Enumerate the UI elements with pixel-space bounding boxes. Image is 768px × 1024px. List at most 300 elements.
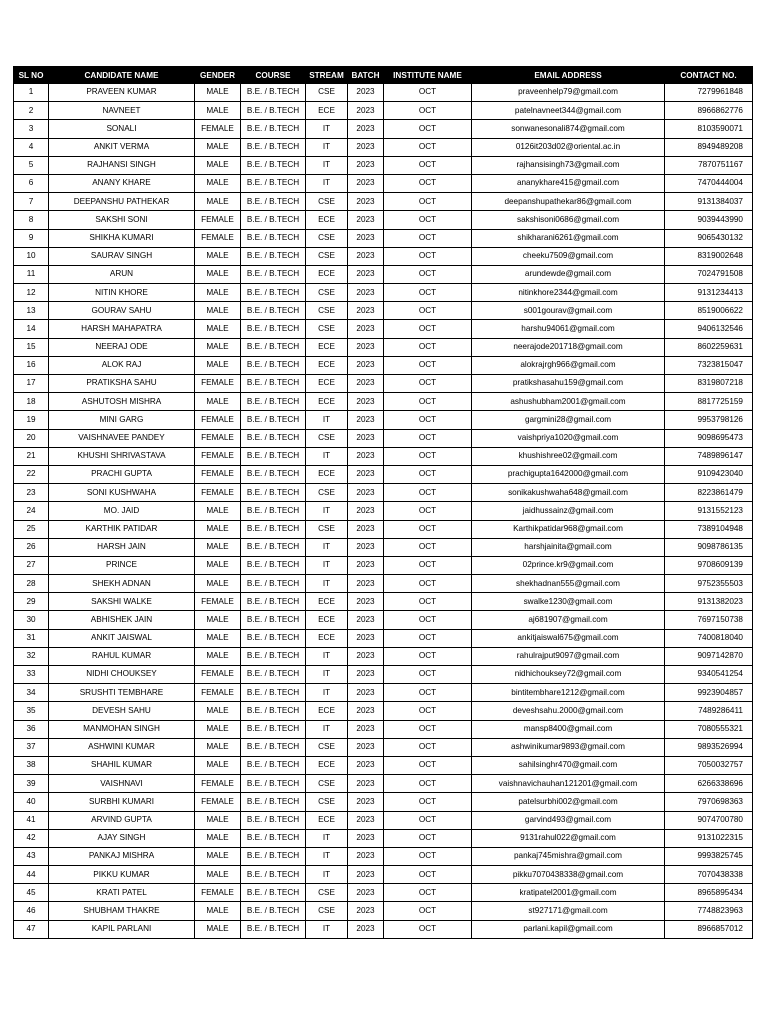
cell-batch: 2023: [348, 465, 384, 483]
cell-email-address: sakshisoni0686@gmail.com: [472, 211, 665, 229]
cell-batch: 2023: [348, 520, 384, 538]
cell-contact-no: 9993825745: [665, 847, 753, 865]
cell-candidate-name: HARSH JAIN: [49, 538, 195, 556]
cell-stream: IT: [306, 575, 348, 593]
cell-email-address: ananykhare415@gmail.com: [472, 174, 665, 192]
cell-stream: CSE: [306, 284, 348, 302]
cell-gender: MALE: [195, 811, 241, 829]
cell-email-address: patelnavneet344@gmail.com: [472, 102, 665, 120]
cell-sl-no: 39: [14, 775, 49, 793]
cell-institute-name: OCT: [384, 866, 472, 884]
cell-gender: FEMALE: [195, 666, 241, 684]
cell-candidate-name: VAISHNAVI: [49, 775, 195, 793]
cell-candidate-name: MANMOHAN SINGH: [49, 720, 195, 738]
cell-contact-no: 9131552123: [665, 502, 753, 520]
cell-institute-name: OCT: [384, 502, 472, 520]
cell-candidate-name: NEERAJ ODE: [49, 338, 195, 356]
cell-email-address: 0126it203d02@oriental.ac.in: [472, 138, 665, 156]
table-row: [14, 429, 753, 447]
cell-contact-no: 8966857012: [665, 920, 753, 938]
cell-institute-name: OCT: [384, 393, 472, 411]
cell-course: B.E. / B.TECH: [241, 884, 306, 902]
table-row: [14, 611, 753, 629]
cell-gender: MALE: [195, 102, 241, 120]
cell-candidate-name: ANKIT JAISWAL: [49, 629, 195, 647]
cell-gender: MALE: [195, 738, 241, 756]
cell-email-address: sonikakushwaha648@gmail.com: [472, 484, 665, 502]
cell-batch: 2023: [348, 902, 384, 920]
cell-contact-no: 7389104948: [665, 520, 753, 538]
table-row: [14, 556, 753, 574]
cell-stream: CSE: [306, 193, 348, 211]
cell-sl-no: 24: [14, 502, 49, 520]
cell-contact-no: 9098786135: [665, 538, 753, 556]
header-batch: BATCH: [348, 67, 384, 84]
cell-contact-no: 9131382023: [665, 593, 753, 611]
cell-batch: 2023: [348, 629, 384, 647]
cell-course: B.E. / B.TECH: [241, 811, 306, 829]
cell-contact-no: 9893526994: [665, 738, 753, 756]
cell-email-address: alokrajrgh966@gmail.com: [472, 356, 665, 374]
cell-contact-no: 9708609139: [665, 556, 753, 574]
cell-course: B.E. / B.TECH: [241, 320, 306, 338]
cell-sl-no: 5: [14, 156, 49, 174]
cell-batch: 2023: [348, 866, 384, 884]
cell-sl-no: 10: [14, 247, 49, 265]
cell-candidate-name: SAKSHI WALKE: [49, 593, 195, 611]
table-row: [14, 102, 753, 120]
cell-batch: 2023: [348, 247, 384, 265]
cell-sl-no: 1: [14, 84, 49, 102]
cell-course: B.E. / B.TECH: [241, 702, 306, 720]
cell-email-address: aj681907@gmail.com: [472, 611, 665, 629]
cell-contact-no: 8966862776: [665, 102, 753, 120]
table-row: [14, 302, 753, 320]
cell-institute-name: OCT: [384, 738, 472, 756]
cell-gender: FEMALE: [195, 484, 241, 502]
cell-course: B.E. / B.TECH: [241, 411, 306, 429]
cell-sl-no: 28: [14, 575, 49, 593]
cell-stream: CSE: [306, 738, 348, 756]
table-row: [14, 120, 753, 138]
cell-stream: CSE: [306, 520, 348, 538]
table-row: [14, 338, 753, 356]
cell-stream: ECE: [306, 811, 348, 829]
cell-candidate-name: ABHISHEK JAIN: [49, 611, 195, 629]
cell-institute-name: OCT: [384, 902, 472, 920]
cell-institute-name: OCT: [384, 520, 472, 538]
cell-candidate-name: ARVIND GUPTA: [49, 811, 195, 829]
cell-sl-no: 19: [14, 411, 49, 429]
table-body: [14, 84, 753, 939]
cell-gender: FEMALE: [195, 229, 241, 247]
cell-sl-no: 41: [14, 811, 49, 829]
cell-gender: MALE: [195, 302, 241, 320]
cell-gender: FEMALE: [195, 120, 241, 138]
cell-gender: MALE: [195, 756, 241, 774]
cell-course: B.E. / B.TECH: [241, 429, 306, 447]
cell-institute-name: OCT: [384, 811, 472, 829]
cell-batch: 2023: [348, 429, 384, 447]
cell-sl-no: 6: [14, 174, 49, 192]
cell-contact-no: 9065430132: [665, 229, 753, 247]
cell-contact-no: 7489896147: [665, 447, 753, 465]
cell-contact-no: 8965895434: [665, 884, 753, 902]
cell-stream: IT: [306, 684, 348, 702]
cell-stream: ECE: [306, 102, 348, 120]
cell-email-address: kratipatel2001@gmail.com: [472, 884, 665, 902]
cell-email-address: shekhadnan555@gmail.com: [472, 575, 665, 593]
cell-stream: IT: [306, 647, 348, 665]
cell-email-address: 02prince.kr9@gmail.com: [472, 556, 665, 574]
cell-contact-no: 6266338696: [665, 775, 753, 793]
cell-email-address: sonwanesonali874@gmail.com: [472, 120, 665, 138]
cell-sl-no: 47: [14, 920, 49, 938]
cell-batch: 2023: [348, 411, 384, 429]
cell-batch: 2023: [348, 811, 384, 829]
cell-contact-no: 7489286411: [665, 702, 753, 720]
cell-gender: MALE: [195, 84, 241, 102]
cell-course: B.E. / B.TECH: [241, 193, 306, 211]
cell-batch: 2023: [348, 265, 384, 283]
cell-candidate-name: SHUBHAM THAKRE: [49, 902, 195, 920]
cell-batch: 2023: [348, 756, 384, 774]
cell-course: B.E. / B.TECH: [241, 247, 306, 265]
cell-course: B.E. / B.TECH: [241, 829, 306, 847]
cell-sl-no: 44: [14, 866, 49, 884]
cell-institute-name: OCT: [384, 556, 472, 574]
cell-gender: MALE: [195, 338, 241, 356]
cell-batch: 2023: [348, 193, 384, 211]
cell-email-address: rahulrajput9097@gmail.com: [472, 647, 665, 665]
cell-batch: 2023: [348, 502, 384, 520]
table-row: [14, 156, 753, 174]
cell-gender: FEMALE: [195, 465, 241, 483]
cell-candidate-name: KHUSHI SHRIVASTAVA: [49, 447, 195, 465]
cell-candidate-name: NAVNEET: [49, 102, 195, 120]
cell-gender: MALE: [195, 356, 241, 374]
cell-course: B.E. / B.TECH: [241, 520, 306, 538]
cell-stream: CSE: [306, 884, 348, 902]
cell-sl-no: 22: [14, 465, 49, 483]
cell-contact-no: 9953798126: [665, 411, 753, 429]
cell-email-address: patelsurbhi002@gmail.com: [472, 793, 665, 811]
cell-stream: IT: [306, 411, 348, 429]
cell-email-address: mansp8400@gmail.com: [472, 720, 665, 738]
cell-stream: IT: [306, 720, 348, 738]
table-row: [14, 138, 753, 156]
cell-stream: CSE: [306, 302, 348, 320]
cell-gender: MALE: [195, 156, 241, 174]
cell-course: B.E. / B.TECH: [241, 775, 306, 793]
cell-candidate-name: MINI GARG: [49, 411, 195, 429]
cell-sl-no: 32: [14, 647, 49, 665]
cell-candidate-name: KRATI PATEL: [49, 884, 195, 902]
cell-gender: MALE: [195, 720, 241, 738]
cell-sl-no: 42: [14, 829, 49, 847]
cell-batch: 2023: [348, 556, 384, 574]
cell-institute-name: OCT: [384, 575, 472, 593]
cell-email-address: sahilsinghr470@gmail.com: [472, 756, 665, 774]
table-row: [14, 720, 753, 738]
cell-gender: MALE: [195, 193, 241, 211]
cell-candidate-name: PRAVEEN KUMAR: [49, 84, 195, 102]
cell-batch: 2023: [348, 775, 384, 793]
header-course: COURSE: [241, 67, 306, 84]
cell-batch: 2023: [348, 84, 384, 102]
cell-candidate-name: DEVESH SAHU: [49, 702, 195, 720]
table-row: [14, 520, 753, 538]
cell-gender: MALE: [195, 575, 241, 593]
cell-candidate-name: PANKAJ MISHRA: [49, 847, 195, 865]
cell-institute-name: OCT: [384, 720, 472, 738]
cell-email-address: parlani.kapil@gmail.com: [472, 920, 665, 938]
cell-candidate-name: SAURAV SINGH: [49, 247, 195, 265]
cell-email-address: vaishpriya1020@gmail.com: [472, 429, 665, 447]
candidate-table: [13, 66, 753, 939]
cell-contact-no: 8817725159: [665, 393, 753, 411]
cell-candidate-name: ASHUTOSH MISHRA: [49, 393, 195, 411]
cell-institute-name: OCT: [384, 775, 472, 793]
cell-contact-no: 7070438338: [665, 866, 753, 884]
cell-email-address: ashushubham2001@gmail.com: [472, 393, 665, 411]
cell-institute-name: OCT: [384, 429, 472, 447]
cell-course: B.E. / B.TECH: [241, 174, 306, 192]
cell-course: B.E. / B.TECH: [241, 229, 306, 247]
table-row: [14, 211, 753, 229]
cell-institute-name: OCT: [384, 447, 472, 465]
cell-institute-name: OCT: [384, 120, 472, 138]
cell-email-address: shikharani6261@gmail.com: [472, 229, 665, 247]
cell-gender: MALE: [195, 829, 241, 847]
cell-sl-no: 29: [14, 593, 49, 611]
table-row: [14, 174, 753, 192]
table-row: [14, 847, 753, 865]
header-sl-no: SL NO: [14, 67, 49, 84]
cell-institute-name: OCT: [384, 338, 472, 356]
cell-contact-no: 8319002648: [665, 247, 753, 265]
cell-course: B.E. / B.TECH: [241, 666, 306, 684]
cell-contact-no: 8519006622: [665, 302, 753, 320]
table-row: [14, 502, 753, 520]
cell-contact-no: 8319807218: [665, 375, 753, 393]
cell-course: B.E. / B.TECH: [241, 611, 306, 629]
cell-email-address: garvind493@gmail.com: [472, 811, 665, 829]
cell-sl-no: 20: [14, 429, 49, 447]
cell-gender: FEMALE: [195, 211, 241, 229]
cell-stream: CSE: [306, 84, 348, 102]
cell-email-address: deveshsahu.2000@gmail.com: [472, 702, 665, 720]
cell-sl-no: 25: [14, 520, 49, 538]
cell-course: B.E. / B.TECH: [241, 484, 306, 502]
cell-sl-no: 12: [14, 284, 49, 302]
cell-contact-no: 8223861479: [665, 484, 753, 502]
cell-gender: MALE: [195, 629, 241, 647]
cell-batch: 2023: [348, 702, 384, 720]
cell-email-address: swalke1230@gmail.com: [472, 593, 665, 611]
cell-email-address: st927171@gmail.com: [472, 902, 665, 920]
cell-institute-name: OCT: [384, 465, 472, 483]
cell-email-address: pankaj745mishra@gmail.com: [472, 847, 665, 865]
cell-batch: 2023: [348, 120, 384, 138]
cell-candidate-name: SURBHI KUMARI: [49, 793, 195, 811]
cell-institute-name: OCT: [384, 847, 472, 865]
cell-gender: MALE: [195, 847, 241, 865]
cell-contact-no: 7050032757: [665, 756, 753, 774]
cell-contact-no: 8949489208: [665, 138, 753, 156]
table-row: [14, 465, 753, 483]
cell-email-address: cheeku7509@gmail.com: [472, 247, 665, 265]
cell-institute-name: OCT: [384, 920, 472, 938]
cell-stream: ECE: [306, 593, 348, 611]
cell-stream: ECE: [306, 756, 348, 774]
cell-candidate-name: KAPIL PARLANI: [49, 920, 195, 938]
table-row: [14, 738, 753, 756]
cell-candidate-name: RAHUL KUMAR: [49, 647, 195, 665]
cell-institute-name: OCT: [384, 884, 472, 902]
cell-contact-no: 9131022315: [665, 829, 753, 847]
cell-course: B.E. / B.TECH: [241, 629, 306, 647]
cell-email-address: arundewde@gmail.com: [472, 265, 665, 283]
cell-contact-no: 7870751167: [665, 156, 753, 174]
cell-batch: 2023: [348, 920, 384, 938]
cell-candidate-name: NITIN KHORE: [49, 284, 195, 302]
table-row: [14, 829, 753, 847]
cell-contact-no: 7024791508: [665, 265, 753, 283]
cell-sl-no: 18: [14, 393, 49, 411]
table-row: [14, 647, 753, 665]
cell-contact-no: 9039443990: [665, 211, 753, 229]
cell-gender: FEMALE: [195, 593, 241, 611]
cell-gender: FEMALE: [195, 884, 241, 902]
cell-contact-no: 9109423040: [665, 465, 753, 483]
cell-gender: MALE: [195, 138, 241, 156]
cell-institute-name: OCT: [384, 484, 472, 502]
cell-candidate-name: DEEPANSHU PATHEKAR: [49, 193, 195, 211]
cell-stream: IT: [306, 502, 348, 520]
cell-sl-no: 33: [14, 666, 49, 684]
cell-institute-name: OCT: [384, 538, 472, 556]
cell-sl-no: 43: [14, 847, 49, 865]
cell-course: B.E. / B.TECH: [241, 465, 306, 483]
cell-stream: CSE: [306, 793, 348, 811]
cell-stream: IT: [306, 847, 348, 865]
cell-contact-no: 7400818040: [665, 629, 753, 647]
cell-stream: ECE: [306, 611, 348, 629]
cell-sl-no: 21: [14, 447, 49, 465]
table-row: [14, 84, 753, 102]
cell-gender: MALE: [195, 393, 241, 411]
cell-sl-no: 30: [14, 611, 49, 629]
cell-gender: MALE: [195, 902, 241, 920]
cell-sl-no: 14: [14, 320, 49, 338]
cell-sl-no: 4: [14, 138, 49, 156]
table-row: [14, 793, 753, 811]
cell-course: B.E. / B.TECH: [241, 847, 306, 865]
table-row: [14, 375, 753, 393]
cell-institute-name: OCT: [384, 174, 472, 192]
cell-candidate-name: ALOK RAJ: [49, 356, 195, 374]
cell-stream: IT: [306, 174, 348, 192]
cell-stream: CSE: [306, 247, 348, 265]
cell-course: B.E. / B.TECH: [241, 102, 306, 120]
cell-institute-name: OCT: [384, 193, 472, 211]
cell-sl-no: 7: [14, 193, 49, 211]
cell-email-address: prachigupta1642000@gmail.com: [472, 465, 665, 483]
cell-email-address: pratikshasahu159@gmail.com: [472, 375, 665, 393]
cell-stream: CSE: [306, 902, 348, 920]
cell-course: B.E. / B.TECH: [241, 84, 306, 102]
cell-course: B.E. / B.TECH: [241, 920, 306, 938]
cell-candidate-name: SHAHIL KUMAR: [49, 756, 195, 774]
cell-institute-name: OCT: [384, 302, 472, 320]
cell-batch: 2023: [348, 647, 384, 665]
cell-institute-name: OCT: [384, 356, 472, 374]
cell-batch: 2023: [348, 302, 384, 320]
cell-gender: MALE: [195, 520, 241, 538]
table-row: [14, 320, 753, 338]
cell-batch: 2023: [348, 211, 384, 229]
cell-stream: IT: [306, 138, 348, 156]
cell-email-address: nidhichouksey72@gmail.com: [472, 666, 665, 684]
cell-sl-no: 45: [14, 884, 49, 902]
cell-institute-name: OCT: [384, 411, 472, 429]
table-row: [14, 538, 753, 556]
cell-stream: CSE: [306, 429, 348, 447]
cell-batch: 2023: [348, 447, 384, 465]
cell-candidate-name: SONALI: [49, 120, 195, 138]
cell-batch: 2023: [348, 684, 384, 702]
cell-contact-no: 9097142870: [665, 647, 753, 665]
cell-stream: CSE: [306, 320, 348, 338]
cell-institute-name: OCT: [384, 756, 472, 774]
table-row: [14, 393, 753, 411]
header-candidate-name: CANDIDATE NAME: [49, 67, 195, 84]
cell-contact-no: 8103590071: [665, 120, 753, 138]
table-row: [14, 629, 753, 647]
table-row: [14, 411, 753, 429]
cell-candidate-name: ANANY KHARE: [49, 174, 195, 192]
cell-candidate-name: VAISHNAVEE PANDEY: [49, 429, 195, 447]
cell-sl-no: 13: [14, 302, 49, 320]
cell-batch: 2023: [348, 793, 384, 811]
cell-stream: CSE: [306, 229, 348, 247]
cell-gender: MALE: [195, 174, 241, 192]
cell-sl-no: 9: [14, 229, 49, 247]
cell-institute-name: OCT: [384, 684, 472, 702]
cell-contact-no: 9406132546: [665, 320, 753, 338]
cell-email-address: rajhansisingh73@gmail.com: [472, 156, 665, 174]
cell-candidate-name: AJAY SINGH: [49, 829, 195, 847]
cell-stream: ECE: [306, 702, 348, 720]
cell-candidate-name: SHIKHA KUMARI: [49, 229, 195, 247]
cell-institute-name: OCT: [384, 593, 472, 611]
cell-batch: 2023: [348, 174, 384, 192]
cell-candidate-name: PRACHI GUPTA: [49, 465, 195, 483]
cell-institute-name: OCT: [384, 156, 472, 174]
cell-institute-name: OCT: [384, 666, 472, 684]
cell-email-address: s001gourav@gmail.com: [472, 302, 665, 320]
cell-batch: 2023: [348, 593, 384, 611]
cell-email-address: jaidhussainz@gmail.com: [472, 502, 665, 520]
cell-sl-no: 37: [14, 738, 49, 756]
cell-batch: 2023: [348, 393, 384, 411]
cell-course: B.E. / B.TECH: [241, 284, 306, 302]
cell-email-address: harshu94061@gmail.com: [472, 320, 665, 338]
cell-course: B.E. / B.TECH: [241, 265, 306, 283]
cell-candidate-name: PRINCE: [49, 556, 195, 574]
header-gender: GENDER: [195, 67, 241, 84]
